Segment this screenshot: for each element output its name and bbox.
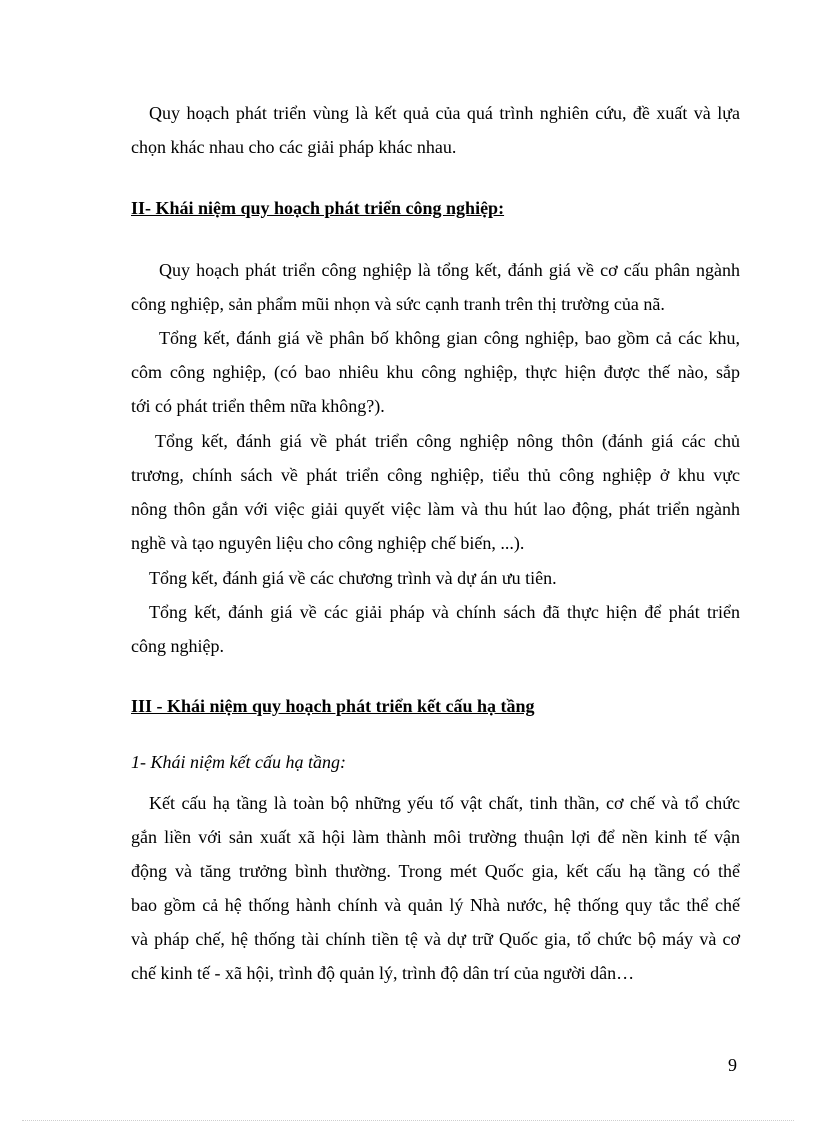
text-line: nghề và tạo nguyên liệu cho công nghiệp chế biến, ...). bbox=[131, 533, 525, 553]
paragraph-regional-planning bbox=[131, 96, 740, 164]
text-line: tới có phát triển thêm nữa không?). bbox=[131, 396, 385, 416]
text-line: bao gồm cả hệ thống hành chính và quản lý Nhà nước, hệ thống quy tắc thể chế bbox=[131, 895, 740, 915]
text-line: nông thôn gắn với việc giải quyết việc làm và thu hút lao động, phát triển ngành bbox=[131, 499, 740, 519]
text-line: chọn khác nhau cho các giải pháp khác nhau. bbox=[131, 137, 457, 157]
text-line: động và tăng trưởng bình thường. Trong mét Quốc gia, kết cấu hạ tầng có thể bbox=[131, 861, 740, 881]
paragraph-solutions-policies bbox=[131, 595, 740, 663]
text-line: Tổng kết, đánh giá về phân bố không gian công nghiệp, bao gồm cả các khu, bbox=[159, 328, 740, 348]
text-line: chế kinh tế - xã hội, trình độ quản lý, trình độ dân trí của người dân… bbox=[131, 963, 635, 983]
section-heading-infrastructure-planning: III - Khái niệm quy hoạch phát triển kết cấu hạ tầng bbox=[131, 696, 535, 716]
paragraph-infrastructure-definition bbox=[131, 786, 740, 990]
text-line: công nghiệp. bbox=[131, 636, 224, 656]
subsection-heading-infrastructure-concept: 1- Khái niệm kết cấu hạ tầng: bbox=[131, 752, 346, 772]
text-line: Tổng kết, đánh giá về phát triển công nghiệp nông thôn (đánh giá các chủ bbox=[155, 431, 740, 451]
text-line: và pháp chế, hệ thống tài chính tiền tệ và dự trữ Quốc gia, tổ chức bộ máy và cơ bbox=[131, 929, 740, 949]
text-line: gắn liền với sản xuất xã hội làm thành môi trường thuận lợi để nền kinh tế vận bbox=[131, 827, 740, 847]
text-line: Tổng kết, đánh giá về các chương trình và dự án ưu tiên. bbox=[149, 568, 557, 588]
text-line: Kết cấu hạ tầng là toàn bộ những yếu tố vật chất, tinh thần, cơ chế và tổ chức bbox=[149, 793, 740, 813]
text-line: Quy hoạch phát triển vùng là kết quả của quá trình nghiên cứu, đề xuất và lựa bbox=[149, 103, 740, 123]
paragraph-spatial-distribution bbox=[131, 321, 740, 423]
text-line: Quy hoạch phát triển công nghiệp là tổng kết, đánh giá về cơ cấu phân ngành bbox=[159, 260, 740, 280]
text-line: công nghiệp, sản phẩm mũi nhọn và sức cạnh tranh trên thị trường của nã. bbox=[131, 294, 665, 314]
paragraph-priority-programs bbox=[131, 561, 740, 595]
page-number: 9 bbox=[728, 1055, 737, 1075]
text-line: côm công nghiệp, (có bao nhiêu khu công nghiệp, thực hiện được thế nào, sắp bbox=[131, 362, 740, 382]
paragraph-rural-industry bbox=[131, 424, 740, 560]
paragraph-industrial-planning-definition bbox=[131, 253, 740, 321]
text-line: trương, chính sách về phát triển công nghiệp, tiểu thủ công nghiệp ở khu vực bbox=[131, 465, 740, 485]
page-bottom-border bbox=[22, 1120, 794, 1121]
text-line: Tổng kết, đánh giá về các giải pháp và chính sách đã thực hiện để phát triển bbox=[149, 602, 740, 622]
section-heading-industrial-planning: II- Khái niệm quy hoạch phát triển công nghiệp: bbox=[131, 198, 505, 218]
